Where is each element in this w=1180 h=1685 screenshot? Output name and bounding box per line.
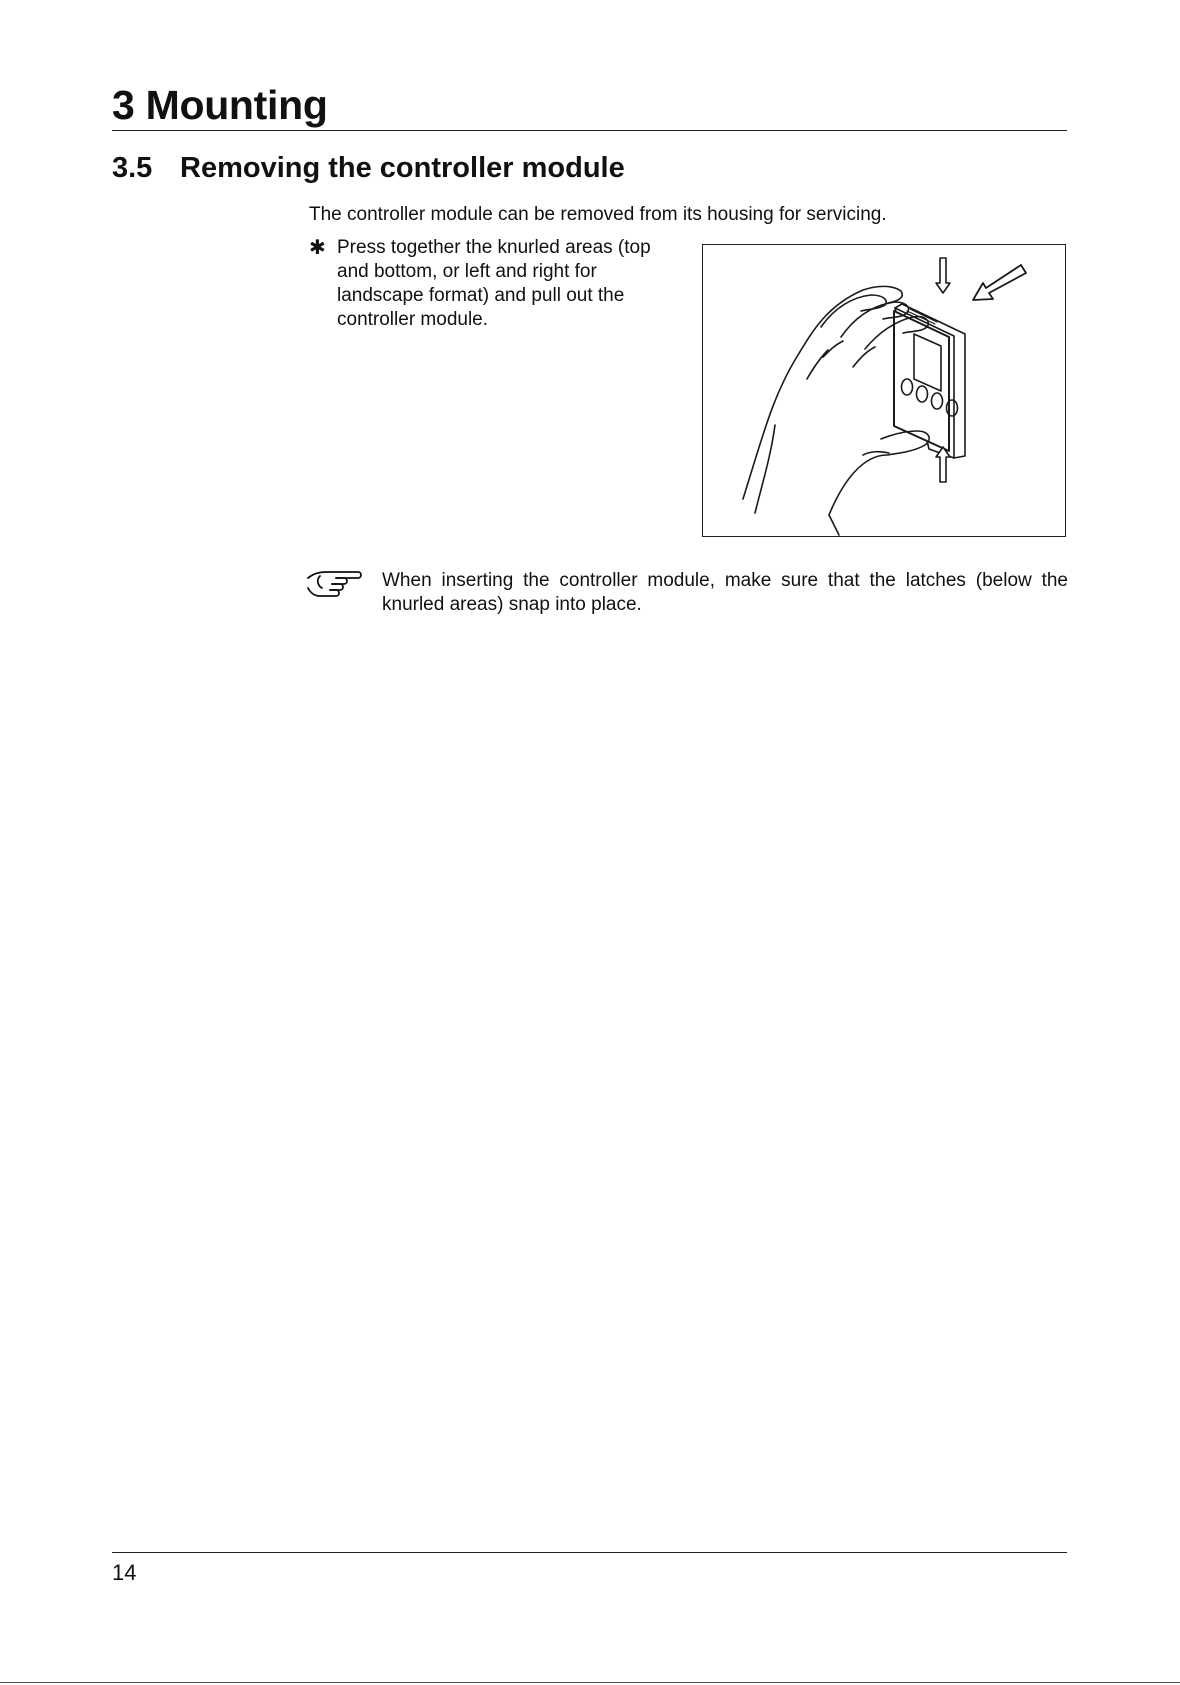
step-bullet-icon: ✱ [309, 237, 326, 259]
section-title: Removing the controller module [180, 152, 625, 184]
hand-controller-illustration-icon [703, 245, 1067, 538]
chapter-title: 3 Mounting [112, 82, 328, 128]
page-bottom-edge [0, 1682, 1180, 1683]
page-number: 14 [112, 1560, 137, 1585]
footer-divider [112, 1552, 1067, 1553]
intro-paragraph: The controller module can be removed from its housing for servicing. [309, 204, 887, 225]
section-heading [112, 152, 625, 185]
note-text: When inserting the controller module, make sure that the latches (below the knurled areas) snap into place. [382, 570, 1068, 615]
chapter-divider [112, 130, 1067, 131]
controller-removal-figure [702, 244, 1066, 537]
step-instruction: Press together the knurled areas (top and bottom, or left and right for landscape format) and pull out the controller module. [337, 237, 651, 330]
pointing-hand-icon [306, 568, 364, 602]
section-number: 3.5 [112, 152, 153, 184]
